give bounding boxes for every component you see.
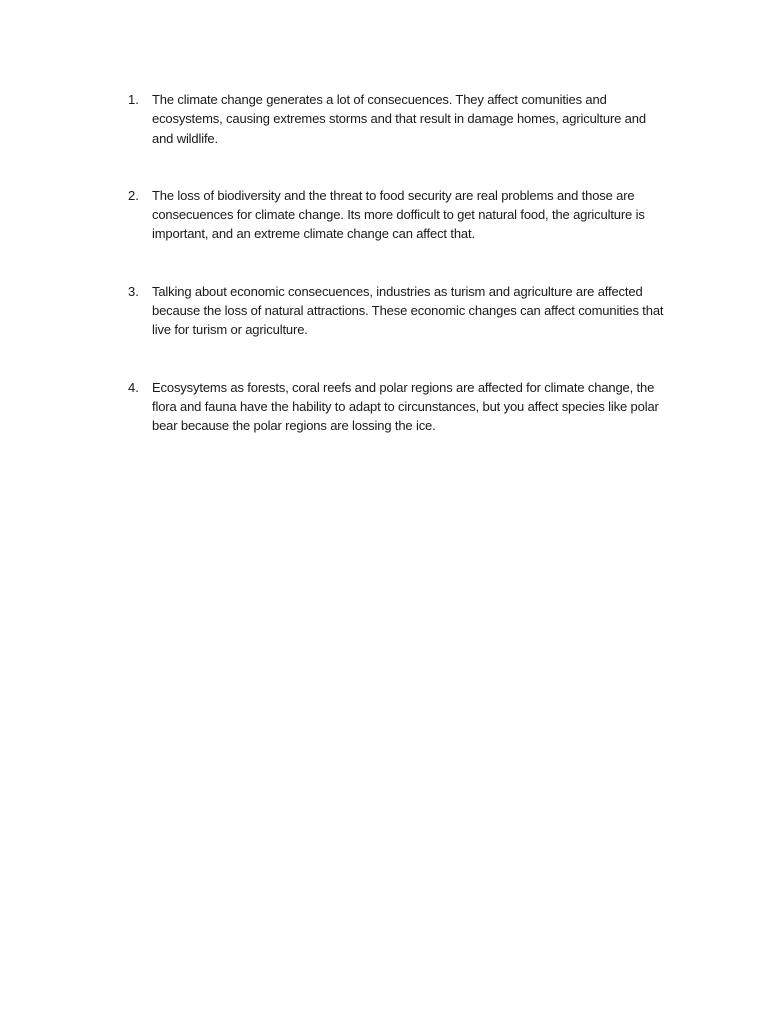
list-item-number: 2. bbox=[128, 187, 139, 203]
list-item bbox=[128, 378, 668, 436]
list-item bbox=[128, 186, 668, 244]
list-item-text: The climate change generates a lot of consecuences. They affect comunities and ecosystems, causing extremes storms and that result in damage homes, agriculture and and wildlife. bbox=[152, 92, 646, 146]
list-item-text: Talking about economic consecuences, industries as turism and agriculture are affected because the loss of natural attractions. These economic changes can affect comunities that live for turism or agriculture. bbox=[152, 283, 664, 338]
list-item-number: 1. bbox=[128, 92, 139, 107]
list-item bbox=[128, 282, 668, 340]
list-item-number: 3. bbox=[128, 283, 139, 299]
list-item-text: The loss of biodiversity and the threat to food security are real problems and those are consecuences for climate change. Its more dofficult to get natural food, the agriculture is important, and an extreme climate change can affect that. bbox=[152, 187, 645, 242]
list-item-number: 4. bbox=[128, 379, 139, 395]
list-item-text: Ecosysytems as forests, coral reefs and polar regions are affected for climate change, the flora and fauna have the hability to adapt to circunstances, but you affect species like polar bear because the polar regions are lossing the ice. bbox=[152, 379, 659, 434]
numbered-list bbox=[128, 90, 668, 474]
list-item bbox=[128, 90, 668, 148]
